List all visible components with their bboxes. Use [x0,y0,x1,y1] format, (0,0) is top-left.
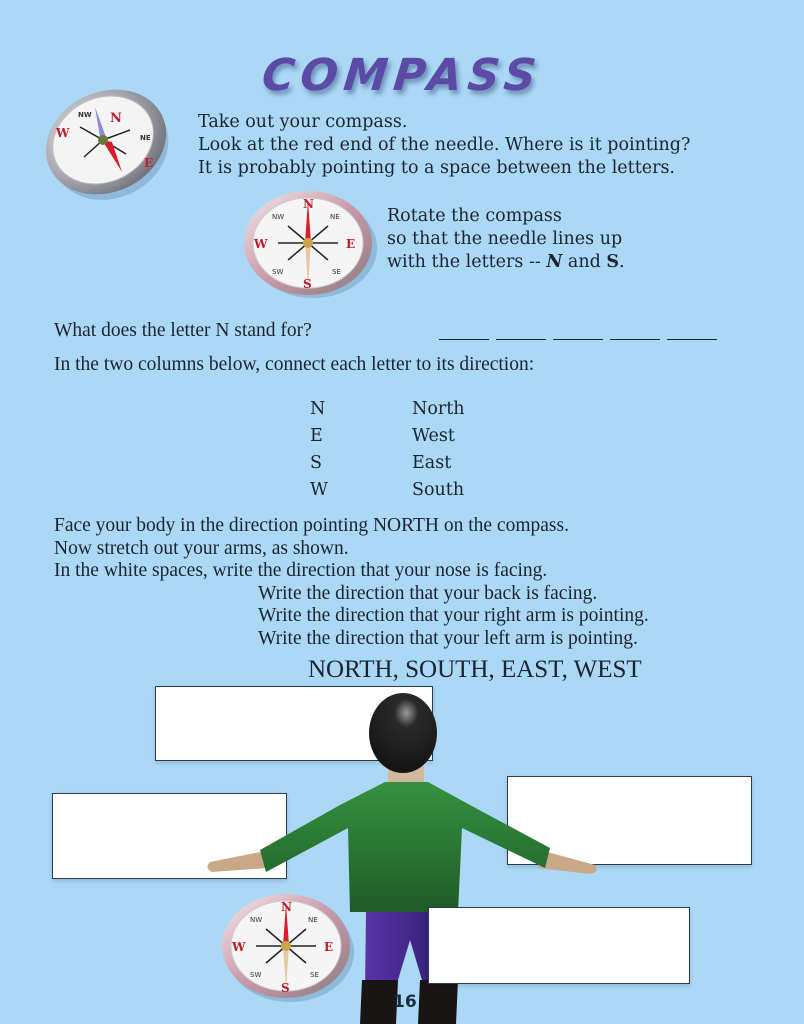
letter-item[interactable]: S [310,453,322,473]
answer-blanks [439,321,724,344]
instruction-line: In the white spaces, write the direction that your nose is facing. [54,560,548,581]
compass-label-sw: SW [272,268,284,276]
n-question: What does the letter N stand for? [54,320,312,341]
connect-prompt: In the two columns below, connect each letter to its direction: [54,354,535,375]
compass-label-nw: NW [250,916,263,924]
compass-label-n: N [303,197,314,211]
compass-label-s: S [281,981,290,995]
word-bank: NORTH, SOUTH, EAST, WEST [308,656,642,683]
svg-text:NW: NW [78,111,92,119]
compass-label-w: W [254,237,268,251]
direction-item[interactable]: North [412,399,465,419]
rotate-line: so that the needle lines up [387,229,623,249]
aligned-compass-illustration [240,186,380,302]
direction-item[interactable]: South [412,480,465,500]
instruction-line: Now stretch out your arms, as shown. [54,537,349,559]
instruction-line: Write the direction that your left arm is pointing. [258,627,638,649]
compass-label-e: E [324,940,334,954]
compass-label-nw: NW [272,213,285,221]
rotate-line: Rotate the compass [387,206,562,226]
letter-item[interactable]: W [310,480,328,500]
compass-label-w: W [56,126,70,140]
intro-line: Look at the red end of the needle. Where is it pointing? [198,135,691,155]
instruction-line: Write the direction that your right arm is pointing. [258,605,649,626]
rotate-line: with the letters -- N and S. [387,252,625,272]
answer-blank[interactable] [553,321,603,340]
compass-label-ne: NE [308,916,318,924]
page-title: COMPASS [259,50,545,101]
answer-blank[interactable] [667,321,717,340]
compass-label-ne: NE [330,213,340,221]
intro-paragraph [198,111,690,180]
directions-column [412,396,465,504]
compass-label-w: W [232,940,246,954]
direction-item[interactable]: West [412,426,455,446]
page-number: 16 [393,992,417,1012]
instruction-line: Write the direction that your back is facing. [258,582,598,604]
back-direction-box[interactable] [428,907,690,984]
instruction-line: Face your body in the direction pointing NORTH on the compass. [54,515,569,536]
compass-label-n: N [281,900,292,914]
compass-label-se: SE [332,268,341,276]
compass-label-e: E [144,156,154,170]
direction-item[interactable]: East [412,453,452,473]
tilted-compass-illustration [40,82,175,207]
letter-item[interactable]: E [310,426,323,446]
letter-n-emphasis: N [546,252,563,272]
svg-text:NE: NE [140,134,151,142]
compass-label-n: N [110,111,122,126]
answer-blank[interactable] [610,321,660,340]
rotate-paragraph [387,205,625,274]
compass-label-s: S [303,277,312,291]
letter-s-emphasis: S [606,252,620,272]
bottom-compass-illustration [218,888,358,1006]
letter-item[interactable]: N [310,399,326,419]
compass-label-se: SE [310,971,319,979]
instructions [54,515,649,650]
answer-blank[interactable] [439,321,489,340]
compass-label-sw: SW [250,971,262,979]
letters-column [310,396,328,504]
answer-blank[interactable] [496,321,546,340]
intro-line: It is probably pointing to a space between the letters. [198,158,675,178]
intro-line: Take out your compass. [198,112,408,132]
compass-label-e: E [346,237,356,251]
